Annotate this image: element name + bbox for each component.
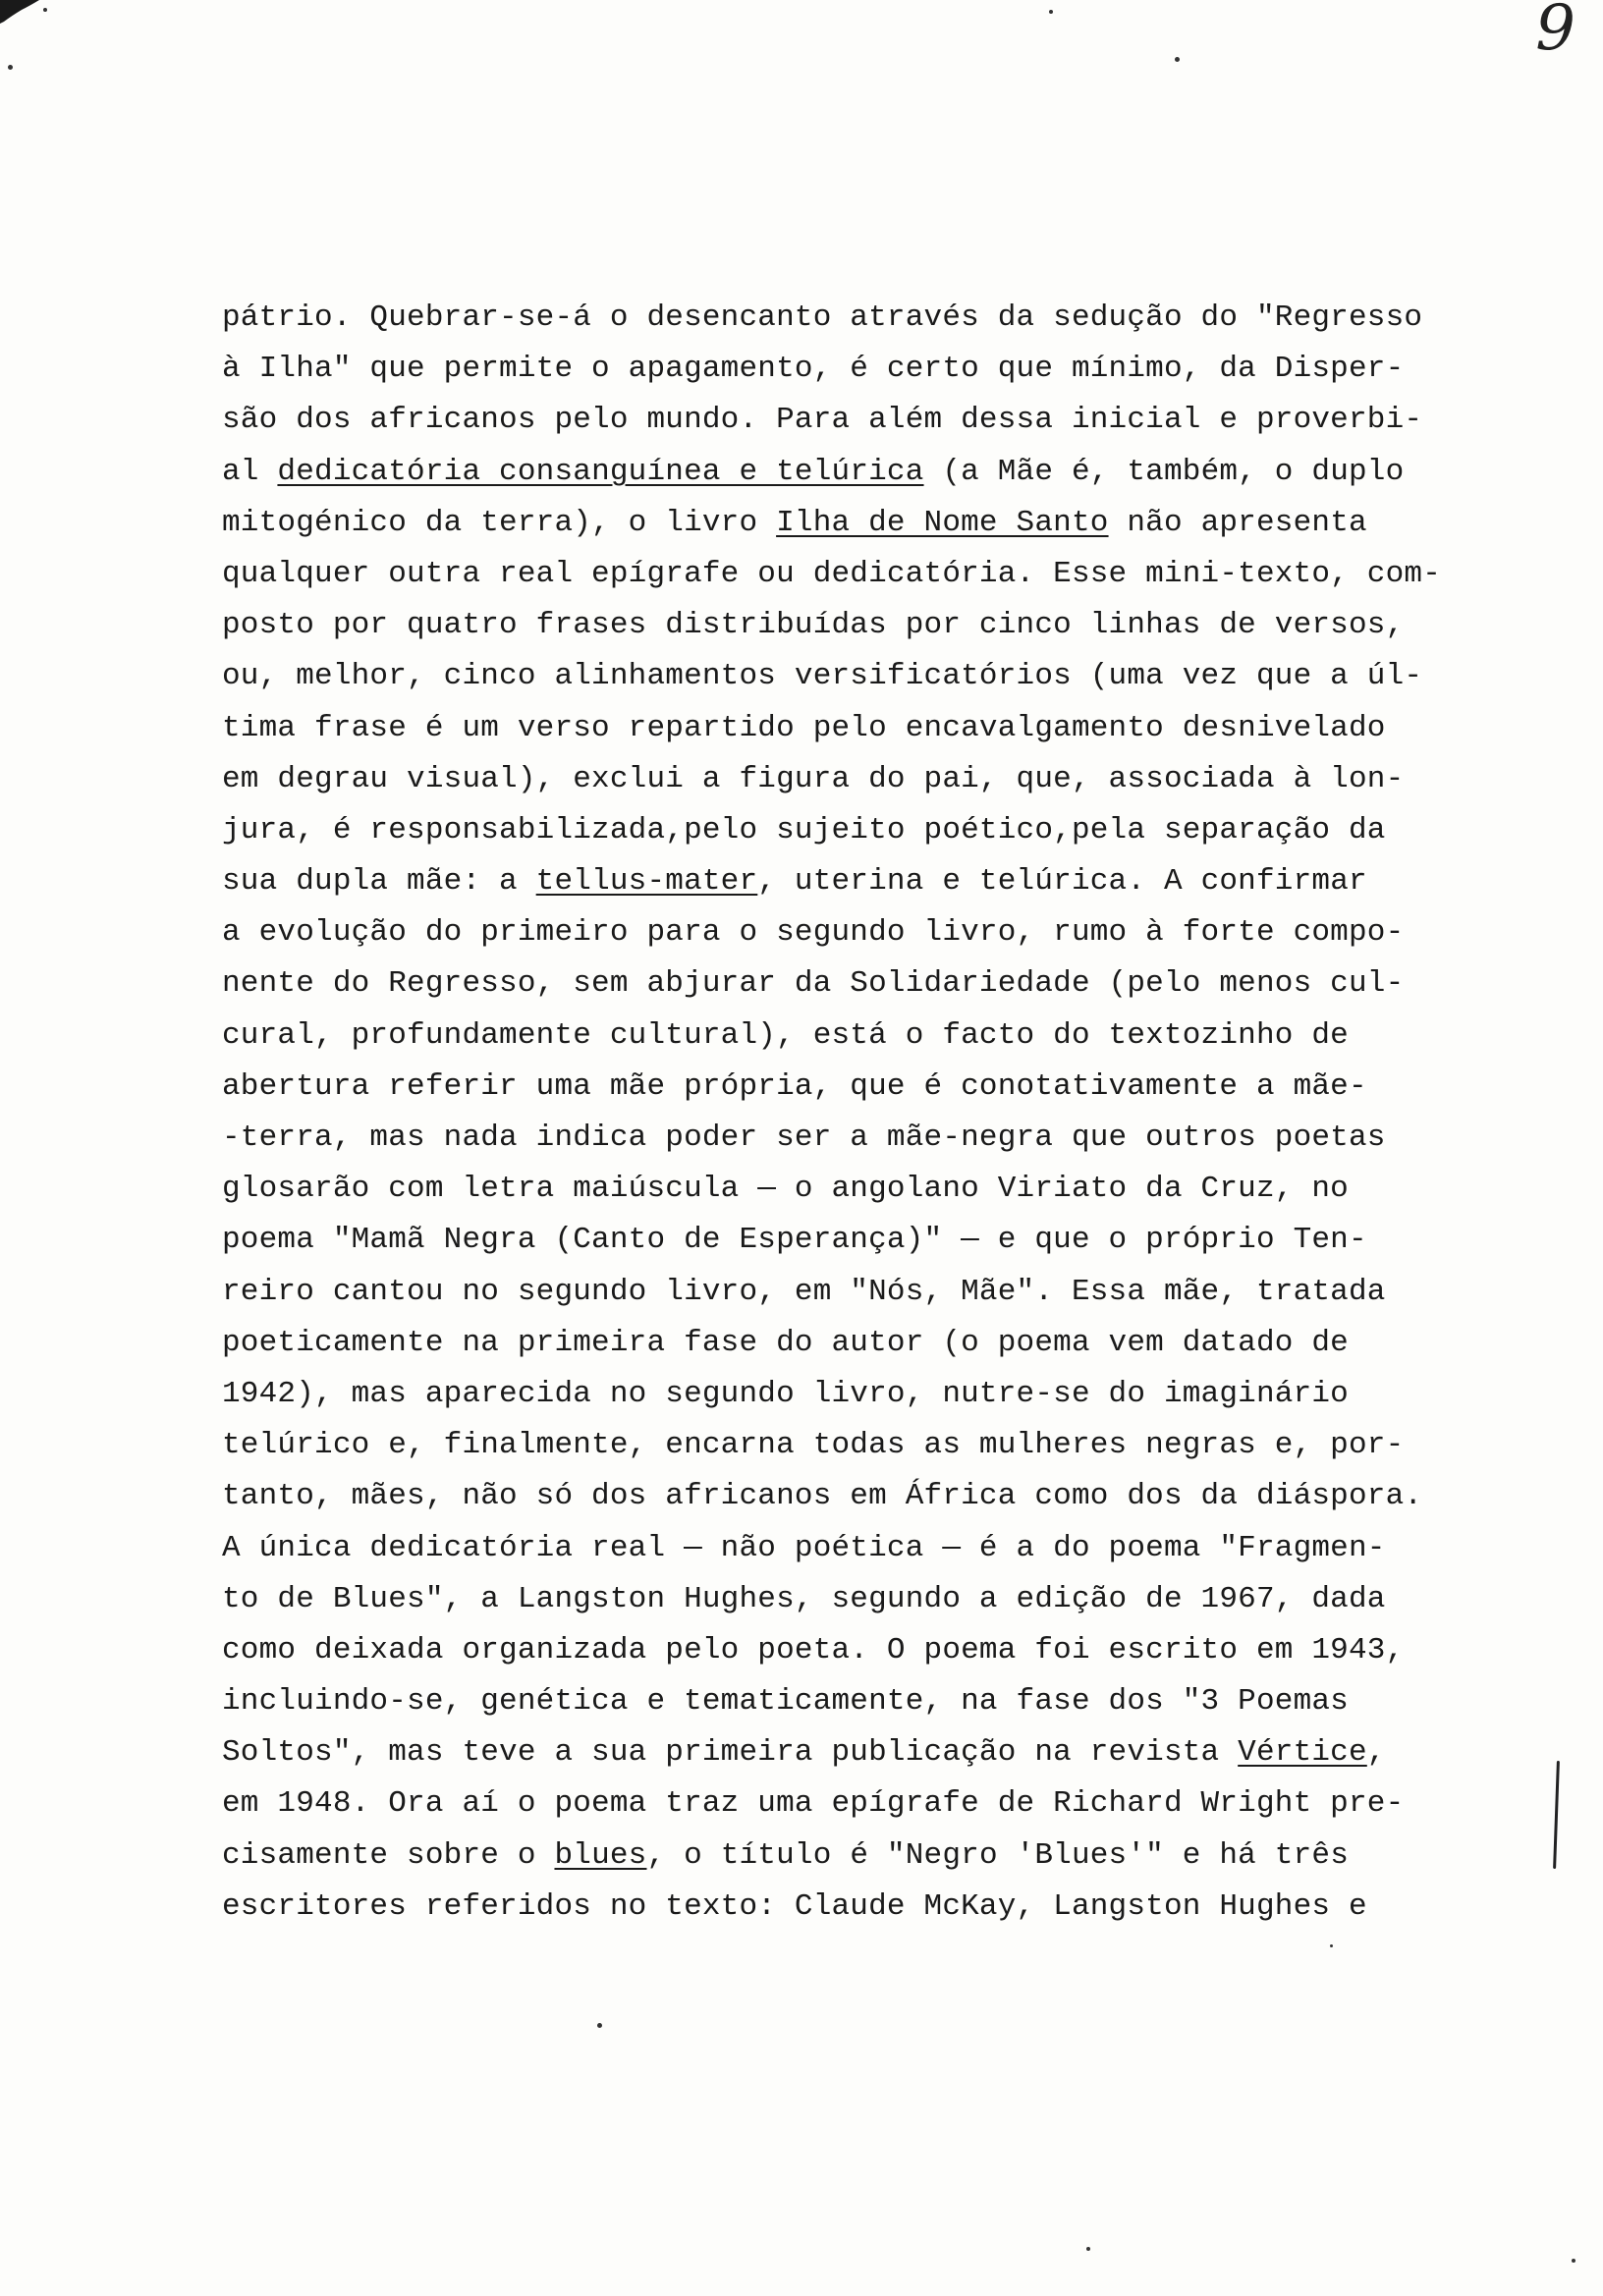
- ink-blot: [0, 0, 59, 39]
- underlined-text: blues: [554, 1837, 647, 1873]
- scan-speck: [597, 2023, 602, 2028]
- line-text: , o título é "Negro 'Blues'" e há três: [646, 1837, 1349, 1873]
- line-text: -terra, mas nada indica poder ser a mãe-negra que outros poetas: [222, 1121, 1386, 1155]
- text-line: [222, 1676, 1597, 1727]
- text-line: [222, 1882, 1597, 1933]
- body-text: [222, 293, 1597, 1933]
- text-line: [222, 1574, 1597, 1625]
- text-line: [222, 1369, 1597, 1420]
- text-line: [222, 1831, 1597, 1882]
- text-line: [222, 651, 1597, 702]
- scan-speck: [1049, 10, 1053, 14]
- line-text: ,: [1366, 1735, 1386, 1771]
- line-text: Soltos", mas teve a sua primeira publicação na revista: [222, 1735, 1239, 1771]
- text-line: [222, 1471, 1597, 1522]
- scan-speck: [8, 65, 13, 70]
- text-line: [222, 498, 1597, 549]
- underlined-text: dedicatória consanguínea e telúrica: [277, 454, 924, 489]
- text-line: [222, 1011, 1597, 1062]
- line-text: tanto, mães, não só dos africanos em África como dos da diáspora.: [222, 1479, 1423, 1514]
- line-text: qualquer outra real epígrafe ou dedicatória. Esse mini-texto, com-: [222, 556, 1441, 591]
- text-line: [222, 1215, 1597, 1266]
- underlined-text: Vértice: [1238, 1735, 1367, 1771]
- line-text: abertura referir uma mãe própria, que é conotativamente a mãe-: [222, 1068, 1367, 1104]
- text-line: [222, 805, 1597, 856]
- line-text: à Ilha" que permite o apagamento, é certo que mínimo, da Disper-: [222, 352, 1405, 387]
- line-text: reiro cantou no segundo livro, em "Nós, Mãe". Essa mãe, tratada: [222, 1274, 1386, 1309]
- line-text: em degrau visual), exclui a figura do pai, que, associada à lon-: [222, 761, 1405, 796]
- text-line: [222, 447, 1597, 498]
- text-line: [222, 958, 1597, 1010]
- text-line: [222, 549, 1597, 600]
- line-text: nente do Regresso, sem abjurar da Solidariedade (pelo menos cul-: [222, 966, 1405, 1002]
- text-line: [222, 1625, 1597, 1676]
- line-text: a evolução do primeiro para o segundo livro, rumo à forte compo-: [222, 915, 1405, 951]
- text-line: [222, 1523, 1597, 1574]
- line-text: tima frase é um verso repartido pelo encavalgamento desnivelado: [222, 710, 1386, 745]
- line-text: incluindo-se, genética e tematicamente, na fase dos "3 Poemas: [222, 1684, 1349, 1720]
- line-text: A única dedicatória real — não poética — é a do poema "Fragmen-: [222, 1530, 1386, 1565]
- line-text: 1942), mas aparecida no segundo livro, nutre-se do imaginário: [222, 1376, 1349, 1411]
- text-line: [222, 1318, 1597, 1369]
- scan-speck: [1330, 1944, 1333, 1947]
- text-line: [222, 856, 1597, 907]
- line-text: , uterina e telúrica. A confirmar: [757, 864, 1367, 900]
- line-text: pátrio. Quebrar-se-á o desencanto através da sedução do "Regresso: [222, 301, 1423, 335]
- line-text: to de Blues", a Langston Hughes, segundo a edição de 1967, dada: [222, 1581, 1386, 1616]
- text-line: [222, 1267, 1597, 1318]
- line-text: mitogénico da terra), o livro: [222, 505, 777, 540]
- line-text: são dos africanos pelo mundo. Para além dessa inicial e proverbi-: [222, 403, 1423, 438]
- line-text: (a Mãe é, também, o duplo: [923, 454, 1405, 489]
- line-text: al: [222, 454, 278, 489]
- text-line: [222, 1727, 1597, 1778]
- underlined-text: Ilha de Nome Santo: [776, 505, 1109, 540]
- line-text: cural, profundamente cultural), está o facto do textozinho de: [222, 1017, 1349, 1053]
- line-text: telúrico e, finalmente, encarna todas as mulheres negras e, por-: [222, 1428, 1405, 1463]
- text-line: [222, 1420, 1597, 1471]
- scan-speck: [1175, 57, 1180, 62]
- line-text: cisamente sobre o: [222, 1837, 555, 1873]
- line-text: não apresenta: [1108, 505, 1367, 540]
- line-text: sua dupla mãe: a: [222, 864, 536, 900]
- line-text: jura, é responsabilizada,pelo sujeito poético,pela separação da: [222, 812, 1386, 847]
- line-text: em 1948. Ora aí o poema traz uma epígrafe de Richard Wright pre-: [222, 1786, 1405, 1822]
- line-text: poeticamente na primeira fase do autor (o poema vem datado de: [222, 1325, 1349, 1360]
- line-text: escritores referidos no texto: Claude McKay, Langston Hughes e: [222, 1888, 1367, 1924]
- page-number: 9: [1535, 0, 1575, 65]
- text-line: [222, 293, 1597, 344]
- line-text: posto por quatro frases distribuídas por cinco linhas de versos,: [222, 608, 1405, 643]
- line-text: ou, melhor, cinco alinhamentos versificatórios (uma vez que a úl-: [222, 659, 1423, 694]
- text-line: [222, 907, 1597, 958]
- underlined-text: tellus-mater: [535, 864, 758, 900]
- line-text: glosarão com letra maiúscula — o angolano Viriato da Cruz, no: [222, 1172, 1349, 1207]
- text-line: [222, 1778, 1597, 1830]
- text-line: [222, 344, 1597, 395]
- text-line: [222, 703, 1597, 754]
- scan-speck: [1086, 2247, 1090, 2251]
- line-text: poema "Mamã Negra (Canto de Esperança)" — e que o próprio Ten-: [222, 1223, 1367, 1258]
- text-line: [222, 600, 1597, 651]
- text-line: [222, 1062, 1597, 1113]
- text-line: [222, 754, 1597, 805]
- text-line: [222, 1113, 1597, 1164]
- line-text: como deixada organizada pelo poeta. O poema foi escrito em 1943,: [222, 1632, 1405, 1667]
- text-line: [222, 1164, 1597, 1215]
- text-line: [222, 395, 1597, 446]
- scan-speck: [1572, 2259, 1575, 2263]
